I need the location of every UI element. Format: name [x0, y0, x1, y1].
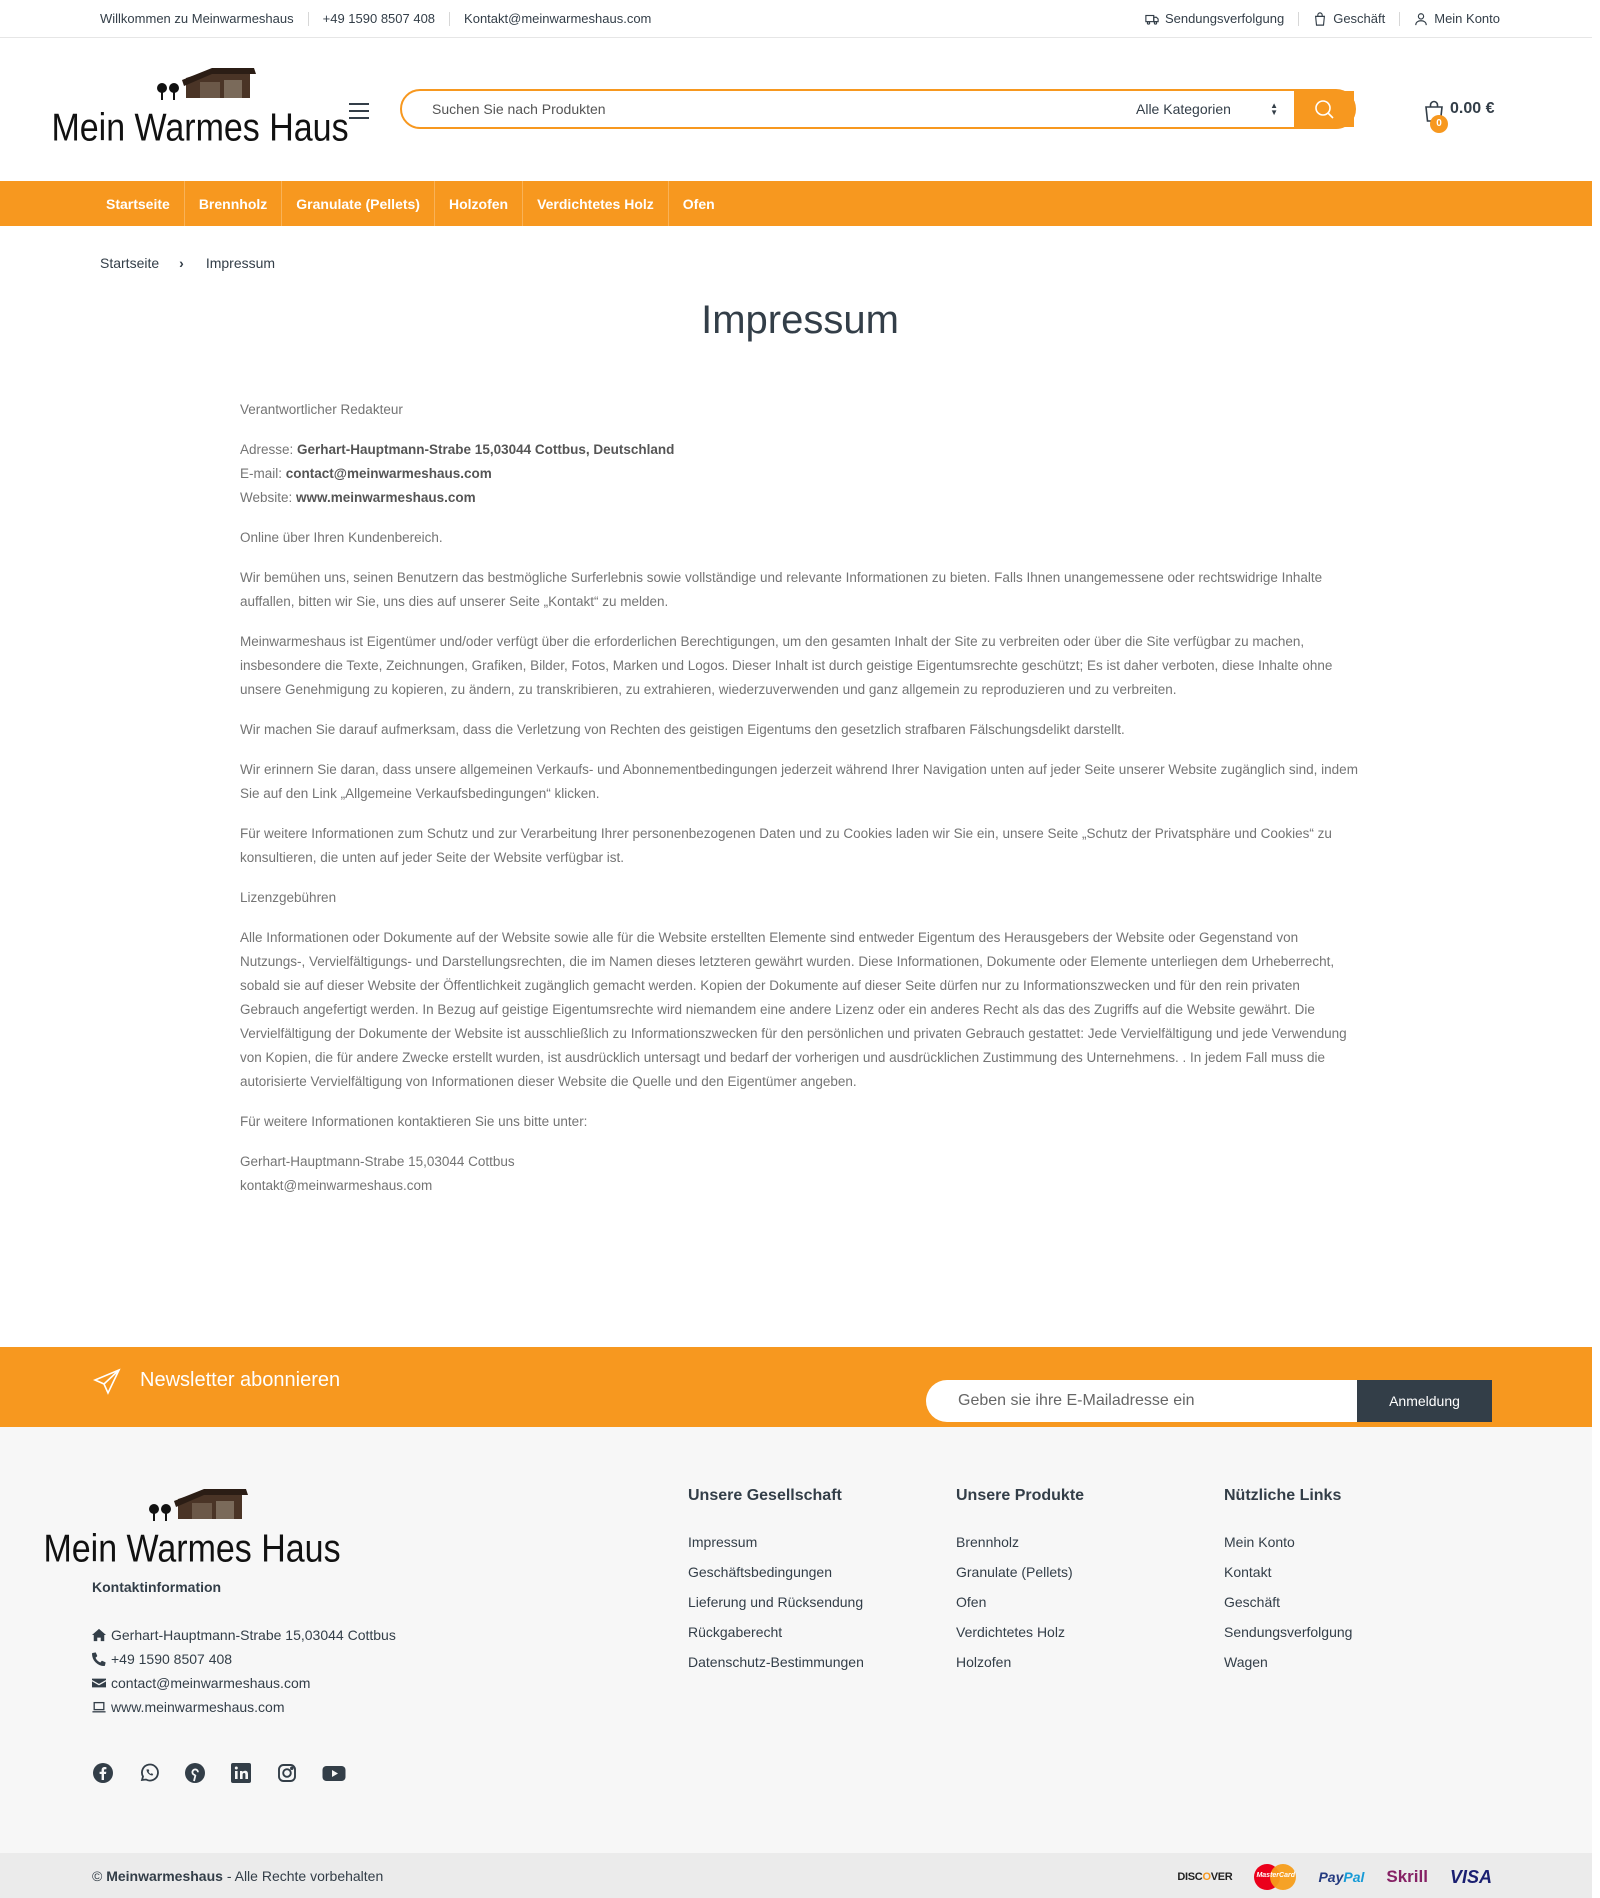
pinterest-icon[interactable]: [184, 1762, 206, 1784]
newsletter-form: [926, 1380, 1492, 1422]
footer-link-impressum[interactable]: Impressum: [688, 1534, 758, 1550]
category-select[interactable]: [1136, 91, 1296, 127]
footer-link-ofen[interactable]: Ofen: [956, 1594, 987, 1610]
discover-icon: DISCOVER: [1177, 1871, 1233, 1883]
footer-link-verdichtetes-holz[interactable]: Verdichtetes Holz: [956, 1624, 1065, 1640]
shop-label: Geschäft: [1333, 11, 1386, 26]
content-paragraph: Alle Informationen oder Dokumente auf der Website sowie alle für die Website erstellten Elemente sind entweder Eigentum des Herausgebers der Website oder Gegenstand von Nutzungs-, Vervielfältigungs- und Darstellungsrechten, die im Namen dieses letzteren gewährt wurden. Diese Informationen, Dokumente oder Elemente unterliegen dem Urheberrecht, sobald sie auf dieser Website der Öffentlichkeit zugänglich gemacht werden. Kopien der Dokumente auf dieser Seite dürfen nur zu Informationszwecken und für den rein privaten Gebrauch angefertigt werden. In Bezug auf geistige Eigentumsrechte wird niemandem eine andere Lizenz oder ein anderes Recht als das des Zugriffs auf die Website gewährt. Die Vervielfältigung der Dokumente der Website ist ausschließlich zu Informationszwecken für den persönlichen und privaten Gebrauch gestattet: Jede Vervielfältigung und jede Verwendung von Kopien, die für andere Zwecke erstellt wurden, ist ausdrücklich untersagt und bedarf der vorherigen und ausdrücklichen Zustimmung des Unternehmens. . In jedem Fall muss die autorisierte Vervielfältigung von Informationen dieser Website die Quelle und den Eigentümer angeben.: [240, 930, 1347, 1089]
account-label: Mein Konto: [1434, 11, 1500, 26]
footer-link-account[interactable]: Mein Konto: [1224, 1534, 1295, 1550]
address-value: Gerhart-Hauptmann-Strabe 15,03044 Cottbus, Deutschland: [297, 442, 675, 457]
nav-item-verdichtetes-holz[interactable]: Verdichtetes Holz: [523, 181, 669, 226]
content-paragraph: Online über Ihren Kundenbereich.: [240, 530, 443, 545]
mini-cart[interactable]: [1424, 98, 1504, 138]
contact-email: kontakt@meinwarmeshaus.com: [240, 1178, 433, 1193]
search-button[interactable]: [1294, 91, 1354, 127]
site-logo[interactable]: [51, 68, 349, 158]
search-input[interactable]: [402, 91, 1122, 127]
account-link[interactable]: [1400, 12, 1500, 26]
contact-address: Gerhart-Hauptmann-Strabe 15,03044 Cottbus: [240, 1154, 515, 1169]
footer-link-cart[interactable]: Wagen: [1224, 1654, 1268, 1670]
select-arrows-icon: ▲ ▼: [1270, 101, 1278, 117]
content-paragraph: Verantwortlicher Redakteur: [240, 402, 403, 417]
shopping-bag-icon: [1313, 12, 1327, 26]
laptop-icon: [92, 1700, 106, 1714]
footer-contact-title: Kontaktinformation: [92, 1579, 222, 1595]
footer-link-contact[interactable]: Kontakt: [1224, 1564, 1272, 1580]
footer-phone-row[interactable]: +49 1590 8507 408: [92, 1647, 396, 1671]
cart-amount: 0.00 €: [1450, 100, 1495, 117]
nav-item-granulate[interactable]: Granulate (Pellets): [282, 181, 435, 226]
payment-methods: [1155, 1863, 1492, 1891]
content-paragraph: Für weitere Informationen kontaktieren Sie uns bitte unter:: [240, 1114, 588, 1129]
contact-footer-block: [240, 1150, 1362, 1198]
footer-link-brennholz[interactable]: Brennholz: [956, 1534, 1020, 1550]
paypal-icon: PayPal: [1318, 1869, 1365, 1885]
content-paragraph: Wir machen Sie darauf aufmerksam, dass die Verletzung von Rechten des geistigen Eigentums den gesetzlich strafbaren Fälschungsdelikt darstellt.: [240, 722, 1125, 737]
tracking-label: Sendungsverfolgung: [1164, 11, 1285, 26]
facebook-icon[interactable]: [92, 1762, 114, 1784]
house-logo-icon: [43, 1489, 341, 1579]
footer-link-terms[interactable]: Geschäftsbedingungen: [688, 1564, 832, 1580]
search-bar: [400, 89, 1356, 129]
chevron-right-icon: ›: [179, 255, 184, 271]
footer-address-row: Gerhart-Hauptmann-Strabe 15,03044 Cottbus: [92, 1623, 396, 1647]
paper-plane-icon: [93, 1368, 121, 1396]
content-paragraph: Meinwarmeshaus ist Eigentümer und/oder verfügt über die erforderlichen Berechtigungen, um den gesamten Inhalt der Site zu verbreiten oder über die Site verfügbar zu machen, insbesondere die Texte, Zeichnungen, Grafiken, Bilder, Fotos, Marken und Logos. Dieser Inhalt ist durch geistige Eigentumsrechte geschützt; Es ist daher verboten, diese Inhalte ohne unsere Genehmigung zu kopieren, zu ändern, zu transkribieren, zu extrahieren, wiederzuverwenden und ganz allgemein zu reproduzieren und zu verbreiten.: [240, 634, 1333, 697]
whatsapp-icon[interactable]: [138, 1762, 160, 1784]
nav-item-ofen[interactable]: Ofen: [682, 195, 715, 212]
footer-col-company: [688, 1487, 864, 1677]
menu-hamburger-icon[interactable]: [349, 103, 369, 119]
copyright-brand: Meinwarmeshaus: [106, 1868, 223, 1884]
skrill-icon: Skrill: [1386, 1867, 1428, 1886]
footer-website-row[interactable]: www.meinwarmeshaus.com: [92, 1695, 396, 1719]
top-bar-links: [1131, 0, 1500, 38]
content-paragraph: Wir bemühen uns, seinen Benutzern das bestmögliche Surferlebnis sowie vollständige und relevante Informationen zu bieten. Falls Ihnen unangemessene oder rechtswidrige Inhalte auffallen, bitten wir Sie, uns dies auf unserer Seite „Kontakt“ zu melden.: [240, 570, 1323, 609]
tracking-link[interactable]: [1131, 12, 1299, 26]
mastercard-icon: MasterCard: [1254, 1864, 1296, 1890]
footer-col-useful-links: [1224, 1487, 1352, 1677]
scrollbar[interactable]: [1592, 0, 1600, 1898]
youtube-icon[interactable]: [322, 1762, 344, 1784]
top-email-link[interactable]: Kontakt@meinwarmeshaus.com: [464, 11, 652, 26]
visa-icon: VISA: [1449, 1866, 1492, 1887]
footer-link-returns[interactable]: Rückgaberecht: [688, 1624, 783, 1640]
footer-link-delivery[interactable]: Lieferung und Rücksendung: [688, 1594, 864, 1610]
main-nav: [0, 181, 1592, 226]
footer-link-tracking[interactable]: Sendungsverfolgung: [1224, 1624, 1353, 1640]
copyright: © Meinwarmeshaus - Alle Rechte vorbehalten: [92, 1868, 384, 1884]
breadcrumb-home-link[interactable]: Startseite: [100, 255, 160, 271]
content-paragraph: Wir erinnern Sie daran, dass unsere allgemeinen Verkaufs- und Abonnementbedingungen jederzeit während Ihrer Navigation unten auf jeder Seite unserer Website zugänglich sind, indem Sie auf den Link „Allgemeine Verkaufsbedingungen“ klicken.: [240, 762, 1358, 801]
phone-icon: [92, 1652, 106, 1666]
footer-link-granulate[interactable]: Granulate (Pellets): [956, 1564, 1073, 1580]
website-value: www.meinwarmeshaus.com: [296, 490, 476, 505]
bottom-bar: [0, 1853, 1592, 1898]
impressum-content: [240, 398, 1362, 1214]
social-links: [92, 1762, 368, 1784]
breadcrumb: [100, 255, 275, 271]
logo-text: Mein Warmes Haus: [43, 1526, 341, 1570]
instagram-icon[interactable]: [276, 1762, 298, 1784]
top-bar: [0, 0, 1592, 38]
footer-contact-info: [92, 1579, 396, 1719]
header: [0, 38, 1592, 181]
category-select-value: Alle Kategorien: [1136, 101, 1231, 117]
top-phone-link[interactable]: +49 1590 8507 408: [309, 12, 450, 26]
footer-link-privacy[interactable]: Datenschutz-Bestimmungen: [688, 1654, 864, 1670]
shop-link[interactable]: [1299, 12, 1400, 26]
content-paragraph: Für weitere Informationen zum Schutz und zur Verarbeitung Ihrer personenbezogenen Daten und zu Cookies laden wir Sie ein, unsere Seite „Schutz der Privatsphäre und Cookies“ zu konsultieren, die unten auf jeder Seite der Website verfügbar ist.: [240, 826, 1332, 865]
envelope-icon: [92, 1676, 106, 1690]
footer-col-title: Nützliche Links: [1224, 1487, 1342, 1504]
footer-link-holzofen[interactable]: Holzofen: [956, 1654, 1012, 1670]
home-icon: [92, 1628, 106, 1642]
content-heading-lizenz: Lizenzgebühren: [240, 890, 337, 905]
logo-text: Mein Warmes Haus: [51, 105, 349, 149]
footer-col-title: Unsere Produkte: [956, 1487, 1085, 1504]
contact-block: Adresse: Gerhart-Hauptmann-Strabe 15,03044 Cottbus, Deutschland E-mail: contact@meinwarmeshaus.com Website: www.meinwarmeshaus.com: [240, 442, 675, 505]
top-bar-info: [100, 0, 665, 38]
footer: [0, 1427, 1592, 1853]
email-value: contact@meinwarmeshaus.com: [285, 466, 492, 481]
search-icon: [1313, 98, 1335, 120]
footer-col-title: Unsere Gesellschaft: [688, 1487, 842, 1504]
footer-email-row[interactable]: contact@meinwarmeshaus.com: [92, 1671, 396, 1695]
breadcrumb-current: Impressum: [205, 255, 276, 271]
nav-item-holzofen[interactable]: Holzofen: [435, 181, 523, 226]
truck-icon: [1145, 12, 1159, 26]
nav-item-brennholz[interactable]: Brennholz: [185, 181, 282, 226]
welcome-text: Willkommen zu Meinwarmeshaus: [100, 12, 309, 26]
cart-count-badge: 0: [1430, 115, 1448, 133]
newsletter-title: Newsletter abonnieren: [140, 1369, 341, 1391]
newsletter-submit-button[interactable]: Anmeldung: [1357, 1380, 1492, 1422]
footer-logo[interactable]: [43, 1489, 341, 1579]
newsletter-email-input[interactable]: [926, 1380, 1356, 1422]
house-logo-icon: [51, 68, 349, 158]
page-title: Impressum: [701, 298, 899, 342]
linkedin-icon[interactable]: [230, 1762, 252, 1784]
footer-col-products: [956, 1487, 1084, 1677]
newsletter-bar: [0, 1347, 1592, 1427]
nav-item-startseite[interactable]: Startseite: [92, 181, 185, 226]
user-icon: [1414, 12, 1428, 26]
footer-link-shop[interactable]: Geschäft: [1224, 1594, 1281, 1610]
